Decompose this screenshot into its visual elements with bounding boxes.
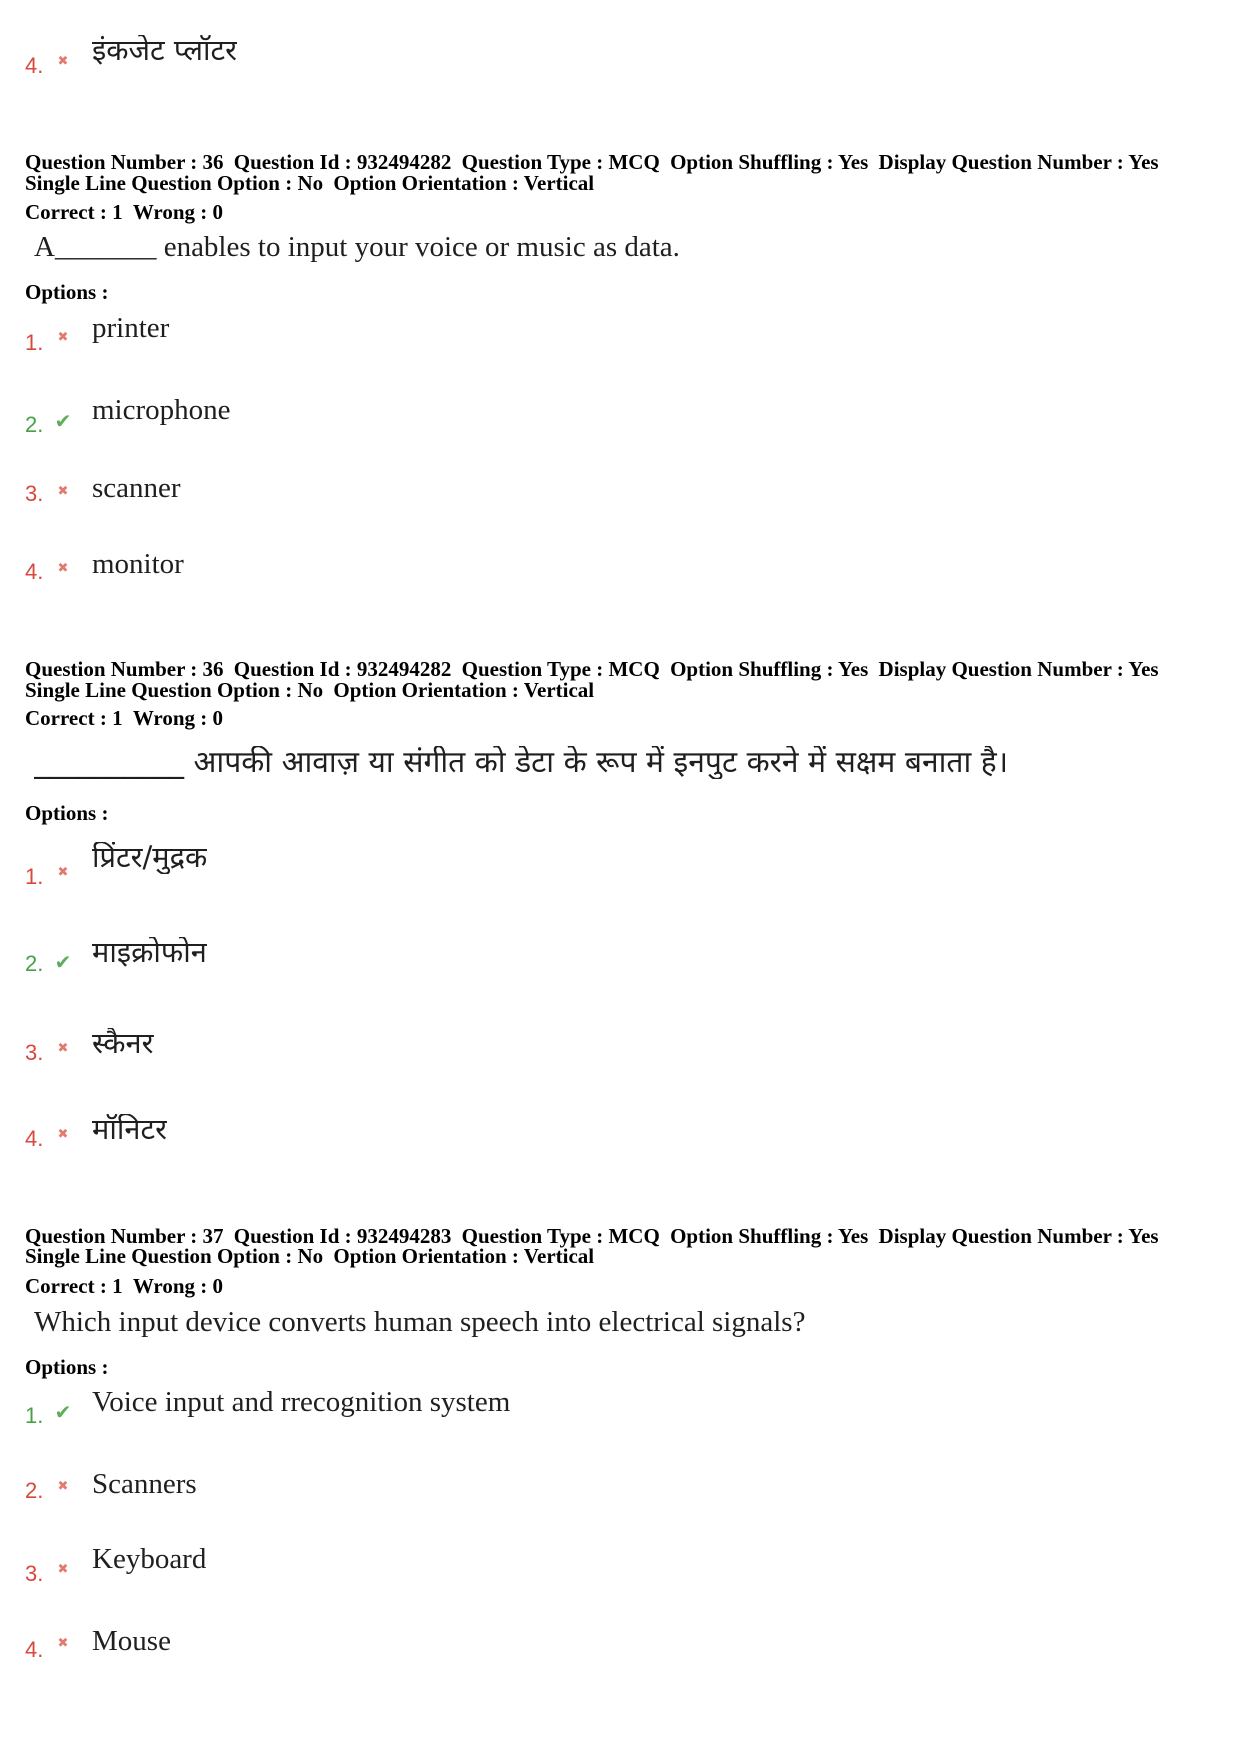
- cross-icon: [53, 558, 73, 578]
- question-type-value: MCQ: [608, 150, 660, 174]
- wrong-marks-field: [133, 706, 223, 730]
- check-icon: [53, 411, 73, 431]
- question-id-value: 932494282: [356, 150, 452, 174]
- question-meta-line-2: [25, 1246, 594, 1267]
- question-meta-line-1: [25, 659, 1159, 680]
- option-row: [0, 314, 1200, 364]
- option-text: monitor: [92, 550, 184, 579]
- correct-marks-label: Correct :: [25, 1274, 107, 1298]
- correct-marks-value: 1: [112, 200, 123, 224]
- wrong-marks-label: Wrong :: [132, 706, 208, 730]
- option-row: [0, 1470, 1200, 1520]
- option-orientation-label: Option Orientation :: [333, 1244, 519, 1268]
- wrong-marks-value: 0: [212, 200, 224, 224]
- correct-marks-field: [25, 200, 123, 224]
- question-number-value: 37: [202, 1224, 224, 1248]
- option-text: Scanners: [92, 1470, 197, 1499]
- single-line-question-option-value: No: [297, 1244, 324, 1268]
- question-number-label: Question Number :: [25, 657, 198, 681]
- marking-scheme: [25, 1276, 223, 1297]
- cross-icon: [53, 1476, 73, 1496]
- option-text: प्रिंटर/मुद्रक: [92, 842, 208, 874]
- option-shuffling-label: Option Shuffling :: [670, 1224, 834, 1248]
- correct-marks-value: 1: [112, 706, 123, 730]
- option-orientation-field: [333, 678, 594, 702]
- option-number: 1.: [25, 864, 44, 889]
- cross-icon: [53, 862, 73, 882]
- display-question-number-label: Display Question Number :: [878, 150, 1124, 174]
- option-row: [0, 1028, 1200, 1078]
- wrong-marks-label: Wrong :: [132, 200, 208, 224]
- question-text: A_______ enables to input your voice or music as data.: [34, 233, 680, 262]
- cross-icon: [53, 481, 73, 501]
- option-shuffling-field: [670, 1224, 868, 1248]
- option-text: माइक्रोफोन: [92, 937, 207, 969]
- marking-scheme: [25, 708, 223, 729]
- option-number: 4.: [25, 53, 44, 78]
- option-row: [0, 937, 1200, 987]
- question-id-label: Question Id :: [233, 657, 352, 681]
- option-shuffling-value: Yes: [837, 1224, 869, 1248]
- question-meta-line-2: [25, 680, 594, 701]
- option-number: 3.: [25, 1040, 44, 1065]
- single-line-question-option-label: Single Line Question Option :: [25, 1244, 293, 1268]
- option-orientation-value: Vertical: [523, 1244, 595, 1268]
- options-label: Options :: [25, 280, 109, 304]
- option-text: Mouse: [92, 1627, 171, 1656]
- option-shuffling-label: Option Shuffling :: [670, 150, 834, 174]
- option-text: scanner: [92, 474, 181, 503]
- option-row: [0, 1545, 1200, 1595]
- question-number-label: Question Number :: [25, 1224, 198, 1248]
- option-row: [0, 1388, 1200, 1438]
- option-shuffling-value: Yes: [837, 657, 869, 681]
- options-label: Options :: [25, 1355, 109, 1379]
- cross-icon: [53, 1633, 73, 1653]
- option-row: [0, 474, 1200, 524]
- display-question-number-label: Display Question Number :: [878, 1224, 1124, 1248]
- question-number-value: 36: [202, 657, 224, 681]
- question-type-value: MCQ: [608, 1224, 660, 1248]
- question-text: Which input device converts human speech into electrical signals?: [34, 1308, 806, 1337]
- single-line-question-option-value: No: [297, 171, 324, 195]
- display-question-number-value: Yes: [1128, 1224, 1159, 1248]
- option-number: 4.: [25, 559, 44, 584]
- option-shuffling-label: Option Shuffling :: [670, 657, 834, 681]
- option-shuffling-field: [670, 150, 868, 174]
- display-question-number-field: [879, 657, 1159, 681]
- option-text: Voice input and rrecognition system: [92, 1388, 511, 1417]
- option-orientation-value: Vertical: [523, 171, 595, 195]
- option-number: 4.: [25, 1126, 44, 1151]
- option-number: 1.: [25, 1403, 44, 1428]
- option-orientation-value: Vertical: [523, 678, 595, 702]
- wrong-marks-label: Wrong :: [132, 1274, 208, 1298]
- option-text: इंकजेट प्लॉटर: [92, 35, 237, 67]
- option-number: 3.: [25, 1561, 44, 1586]
- display-question-number-value: Yes: [1128, 657, 1159, 681]
- option-row: [0, 1114, 1200, 1164]
- cross-icon: [53, 1559, 73, 1579]
- question-type-label: Question Type :: [461, 150, 604, 174]
- option-number: 1.: [25, 330, 44, 355]
- option-row: [0, 35, 1200, 85]
- question-meta-line-1: [25, 152, 1159, 173]
- question-number-label: Question Number :: [25, 150, 198, 174]
- check-icon: [53, 952, 73, 972]
- question-text: __________ आपकी आवाज़ या संगीत को डेटा के रूप में इनपुट करने में सक्षम बनाता है।: [34, 746, 1009, 779]
- wrong-marks-value: 0: [212, 1274, 224, 1298]
- option-text: मॉनिटर: [92, 1114, 167, 1146]
- correct-marks-value: 1: [112, 1274, 123, 1298]
- option-number: 2.: [25, 412, 44, 437]
- check-icon: [53, 1402, 73, 1422]
- wrong-marks-value: 0: [212, 706, 224, 730]
- single-line-question-option-label: Single Line Question Option :: [25, 678, 293, 702]
- option-number: 3.: [25, 481, 44, 506]
- option-shuffling-field: [670, 657, 868, 681]
- cross-icon: [53, 327, 73, 347]
- marking-scheme: [25, 202, 223, 223]
- wrong-marks-field: [133, 200, 223, 224]
- question-id-value: 932494283: [356, 1224, 452, 1248]
- single-line-question-option-value: No: [297, 678, 324, 702]
- option-number: 2.: [25, 951, 44, 976]
- cross-icon: [53, 51, 73, 71]
- correct-marks-label: Correct :: [25, 200, 107, 224]
- display-question-number-label: Display Question Number :: [878, 657, 1124, 681]
- option-shuffling-value: Yes: [837, 150, 869, 174]
- option-number: 2.: [25, 1478, 44, 1503]
- option-row: [0, 1627, 1200, 1677]
- option-row: [0, 842, 1200, 892]
- options-label: Options :: [25, 801, 109, 825]
- question-id-label: Question Id :: [233, 1224, 352, 1248]
- question-meta-line-2: [25, 173, 594, 194]
- wrong-marks-field: [133, 1274, 223, 1298]
- option-orientation-field: [333, 171, 594, 195]
- correct-marks-label: Correct :: [25, 706, 107, 730]
- display-question-number-value: Yes: [1128, 150, 1159, 174]
- single-line-question-option-field: [25, 1244, 323, 1268]
- option-row: [0, 550, 1200, 600]
- option-text: स्कैनर: [92, 1028, 154, 1060]
- question-id-value: 932494282: [356, 657, 452, 681]
- question-type-value: MCQ: [608, 657, 660, 681]
- question-type-label: Question Type :: [461, 657, 604, 681]
- display-question-number-field: [879, 1224, 1159, 1248]
- question-id-label: Question Id :: [233, 150, 352, 174]
- question-type-label: Question Type :: [461, 1224, 604, 1248]
- cross-icon: [53, 1124, 73, 1144]
- cross-icon: [53, 1038, 73, 1058]
- option-text: Keyboard: [92, 1545, 207, 1574]
- correct-marks-field: [25, 1274, 123, 1298]
- single-line-question-option-field: [25, 171, 323, 195]
- single-line-question-option-field: [25, 678, 323, 702]
- option-number: 4.: [25, 1637, 44, 1662]
- display-question-number-field: [879, 150, 1159, 174]
- correct-marks-field: [25, 706, 123, 730]
- option-text: printer: [92, 314, 170, 343]
- question-number-value: 36: [202, 150, 224, 174]
- option-orientation-field: [333, 1244, 594, 1268]
- single-line-question-option-label: Single Line Question Option :: [25, 171, 293, 195]
- option-orientation-label: Option Orientation :: [333, 171, 519, 195]
- option-row: [0, 396, 1200, 446]
- option-text: microphone: [92, 396, 231, 425]
- option-orientation-label: Option Orientation :: [333, 678, 519, 702]
